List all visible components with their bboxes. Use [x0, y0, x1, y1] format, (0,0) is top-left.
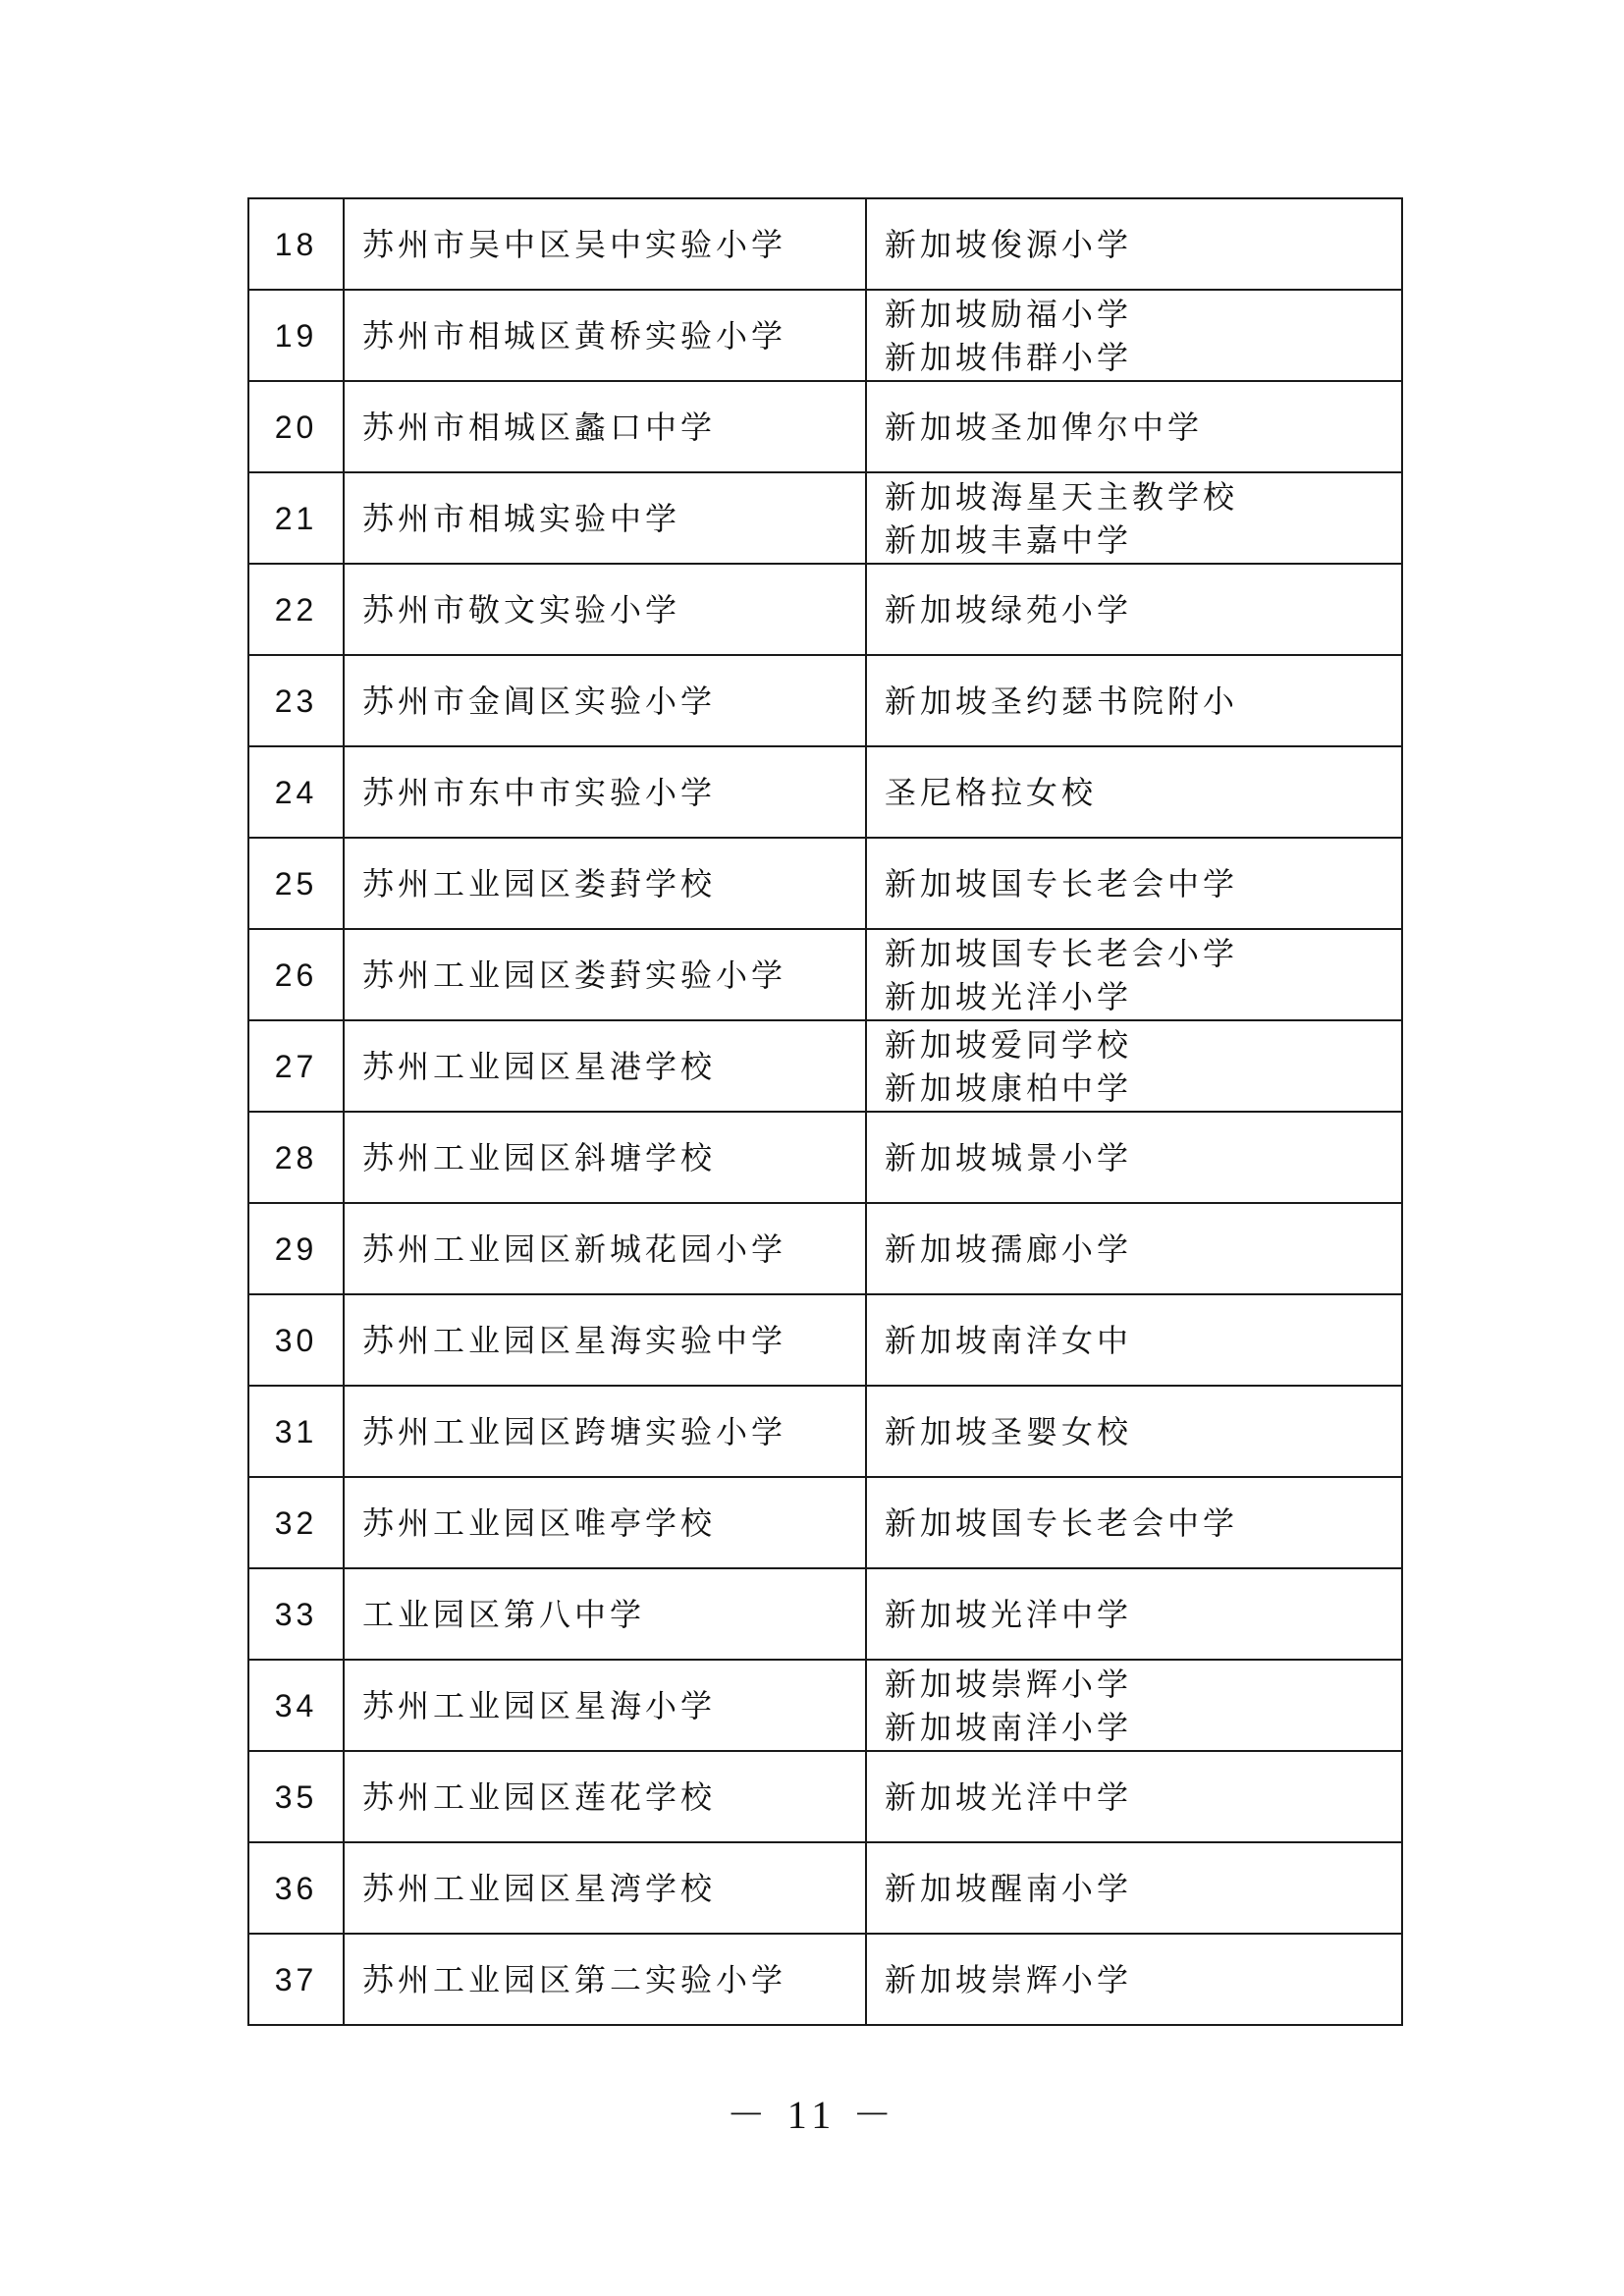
table-row	[248, 1020, 1402, 1112]
partner-school-name: 新加坡圣婴女校	[885, 1412, 1133, 1450]
table-row	[248, 929, 1402, 1020]
table-row	[248, 1386, 1402, 1477]
row-number-cell: 37	[248, 1934, 344, 2025]
row-number-cell: 35	[248, 1751, 344, 1842]
partner-school-cell	[866, 1294, 1402, 1386]
table-row	[248, 198, 1402, 290]
suzhou-school-cell: 苏州市相城实验中学	[344, 472, 866, 564]
table-row	[248, 1660, 1402, 1751]
table-row	[248, 472, 1402, 564]
partner-school-cell	[866, 1568, 1402, 1660]
table-row	[248, 1934, 1402, 2025]
partner-school-name: 新加坡崇辉小学	[885, 1960, 1133, 1998]
row-number-cell: 29	[248, 1203, 344, 1294]
partner-school-name: 新加坡丰嘉中学	[885, 520, 1133, 559]
suzhou-school-cell: 苏州工业园区娄葑实验小学	[344, 929, 866, 1020]
partner-school-cell	[866, 564, 1402, 655]
row-number-cell: 18	[248, 198, 344, 290]
row-number-cell: 30	[248, 1294, 344, 1386]
row-number-cell: 28	[248, 1112, 344, 1203]
partner-school-name: 新加坡光洋中学	[885, 1595, 1133, 1633]
table-row	[248, 1203, 1402, 1294]
row-number-cell: 33	[248, 1568, 344, 1660]
row-number-cell: 19	[248, 290, 344, 381]
partner-school-name: 新加坡崇辉小学	[885, 1665, 1133, 1703]
suzhou-school-cell: 苏州工业园区跨塘实验小学	[344, 1386, 866, 1477]
table-row	[248, 1568, 1402, 1660]
partner-school-cell	[866, 1112, 1402, 1203]
suzhou-school-cell: 苏州工业园区唯亭学校	[344, 1477, 866, 1568]
table-row	[248, 564, 1402, 655]
row-number-cell: 23	[248, 655, 344, 746]
row-number-cell: 26	[248, 929, 344, 1020]
partner-school-cell	[866, 838, 1402, 929]
suzhou-school-cell: 工业园区第八中学	[344, 1568, 866, 1660]
suzhou-school-cell: 苏州工业园区星湾学校	[344, 1842, 866, 1934]
row-number-cell: 31	[248, 1386, 344, 1477]
partner-school-cell	[866, 655, 1402, 746]
partner-school-name: 新加坡孺廊小学	[885, 1230, 1133, 1268]
suzhou-school-cell: 苏州市吴中区吴中实验小学	[344, 198, 866, 290]
table-row	[248, 655, 1402, 746]
table-row	[248, 746, 1402, 838]
suzhou-school-cell: 苏州工业园区第二实验小学	[344, 1934, 866, 2025]
table-row	[248, 1751, 1402, 1842]
table-row	[248, 1842, 1402, 1934]
partner-school-name: 新加坡国专长老会小学	[885, 934, 1239, 972]
partner-school-name: 新加坡国专长老会中学	[885, 864, 1239, 902]
suzhou-school-cell: 苏州市金阊区实验小学	[344, 655, 866, 746]
partner-school-name: 新加坡南洋女中	[885, 1321, 1133, 1359]
partner-school-cell	[866, 1477, 1402, 1568]
row-number-cell: 24	[248, 746, 344, 838]
suzhou-school-cell: 苏州工业园区新城花园小学	[344, 1203, 866, 1294]
partner-school-name: 新加坡光洋小学	[885, 977, 1133, 1015]
partner-school-name: 新加坡伟群小学	[885, 338, 1133, 376]
suzhou-school-cell: 苏州市相城区蠡口中学	[344, 381, 866, 472]
partner-school-name: 新加坡海星天主教学校	[885, 477, 1239, 516]
suzhou-school-cell: 苏州工业园区莲花学校	[344, 1751, 866, 1842]
partner-school-name: 新加坡康柏中学	[885, 1068, 1133, 1107]
partner-school-name: 新加坡绿苑小学	[885, 590, 1133, 629]
partner-school-name: 新加坡醒南小学	[885, 1869, 1133, 1907]
row-number-cell: 22	[248, 564, 344, 655]
suzhou-school-cell: 苏州工业园区星海实验中学	[344, 1294, 866, 1386]
row-number-cell: 32	[248, 1477, 344, 1568]
partner-school-cell	[866, 381, 1402, 472]
partner-school-name: 圣尼格拉女校	[885, 773, 1098, 811]
partner-school-name: 新加坡励福小学	[885, 295, 1133, 333]
table-row	[248, 1477, 1402, 1568]
partner-school-cell	[866, 746, 1402, 838]
page-number: － 11 －	[726, 2093, 898, 2137]
table-body	[248, 198, 1402, 2025]
partner-school-name: 新加坡爱同学校	[885, 1025, 1133, 1064]
table-row	[248, 1112, 1402, 1203]
row-number-cell: 25	[248, 838, 344, 929]
partner-school-name: 新加坡城景小学	[885, 1138, 1133, 1176]
partner-school-name: 新加坡圣约瑟书院附小	[885, 682, 1239, 720]
row-number-cell: 21	[248, 472, 344, 564]
partner-school-name: 新加坡俊源小学	[885, 225, 1133, 263]
suzhou-school-cell: 苏州工业园区斜塘学校	[344, 1112, 866, 1203]
suzhou-school-cell: 苏州市相城区黄桥实验小学	[344, 290, 866, 381]
row-number-cell: 27	[248, 1020, 344, 1112]
partner-school-name: 新加坡国专长老会中学	[885, 1503, 1239, 1542]
table-row	[248, 838, 1402, 929]
table-row	[248, 381, 1402, 472]
suzhou-school-cell: 苏州工业园区星港学校	[344, 1020, 866, 1112]
table-row	[248, 1294, 1402, 1386]
partner-school-cell	[866, 1842, 1402, 1934]
partner-school-cell	[866, 1386, 1402, 1477]
partner-school-cell	[866, 198, 1402, 290]
partner-school-name: 新加坡圣加俾尔中学	[885, 408, 1204, 446]
suzhou-school-cell: 苏州工业园区星海小学	[344, 1660, 866, 1751]
suzhou-school-cell: 苏州市敬文实验小学	[344, 564, 866, 655]
partner-school-cell	[866, 1751, 1402, 1842]
suzhou-school-cell: 苏州工业园区娄葑学校	[344, 838, 866, 929]
suzhou-school-cell: 苏州市东中市实验小学	[344, 746, 866, 838]
partner-school-name: 新加坡光洋中学	[885, 1777, 1133, 1816]
partner-school-cell	[866, 1934, 1402, 2025]
partner-school-cell	[866, 1203, 1402, 1294]
partner-school-cell	[866, 929, 1402, 1020]
partner-school-cell	[866, 1020, 1402, 1112]
partner-school-cell	[866, 472, 1402, 564]
partner-school-name: 新加坡南洋小学	[885, 1708, 1133, 1746]
partner-school-cell	[866, 1660, 1402, 1751]
partner-school-cell	[866, 290, 1402, 381]
school-partnership-table	[247, 197, 1403, 2026]
row-number-cell: 34	[248, 1660, 344, 1751]
row-number-cell: 20	[248, 381, 344, 472]
table-row	[248, 290, 1402, 381]
row-number-cell: 36	[248, 1842, 344, 1934]
